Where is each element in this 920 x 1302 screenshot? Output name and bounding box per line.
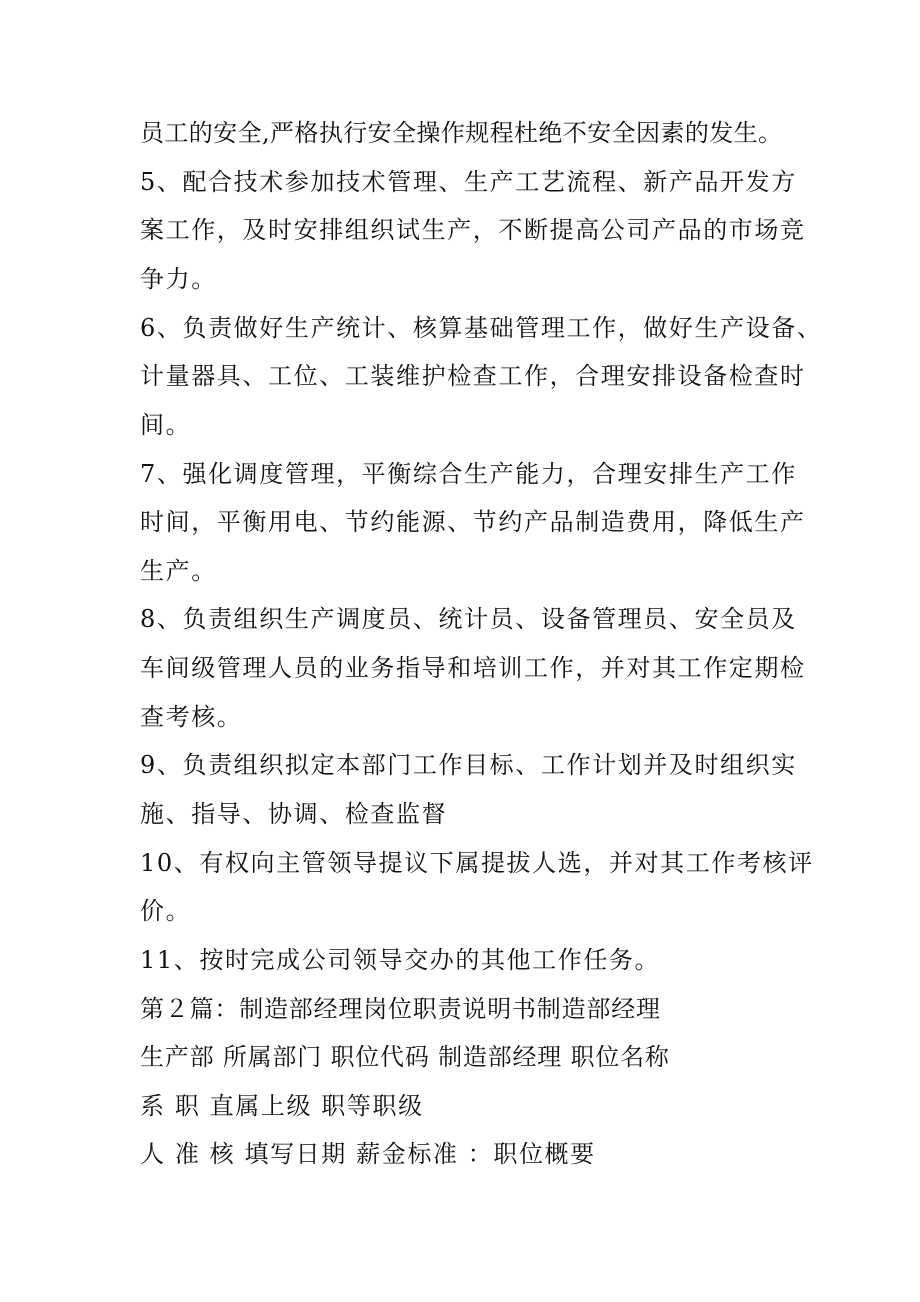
- text-line: 计量器具、工位、工装维护检查工作，合理安排设备检查时: [140, 362, 806, 390]
- text-line: 案工作，及时安排组织试生产，不断提高公司产品的市场竞: [140, 216, 806, 244]
- form-row: 系 职 直属上级 职等职级: [140, 1092, 424, 1120]
- section-heading: 第２篇：制造部经理岗位职责说明书制造部经理: [140, 995, 661, 1023]
- form-row: 生产部 所属部门 职位代码 制造部经理 职位名称: [140, 1043, 670, 1071]
- text-line: 5、配合技术参加技术管理、生产工艺流程、新产品开发方: [140, 168, 797, 196]
- text-line: 9、负责组织拟定本部门工作目标、工作计划并及时组织实: [140, 751, 797, 779]
- text-line: 查考核。: [140, 703, 243, 731]
- text-line: 争力。: [140, 265, 217, 293]
- form-row: 人 准 核 填写日期 薪金标准 ：职位概要: [140, 1140, 596, 1168]
- text-line: 时间，平衡用电、节约能源、节约产品制造费用，降低生产: [140, 508, 806, 536]
- text-line: 7、强化调度管理，平衡综合生产能力，合理安排生产工作: [140, 460, 797, 488]
- text-line: 员工的安全,严格执行安全操作规程杜绝不安全因素的发生。: [140, 119, 783, 147]
- text-line: 8、负责组织生产调度员、统计员、设备管理员、安全员及: [140, 605, 797, 633]
- text-line: 11、按时完成公司领导交办的其他工作任务。: [140, 946, 661, 974]
- text-line: 生产。: [140, 557, 217, 585]
- text-line: 6、负责做好生产统计、核算基础管理工作，做好生产设备、: [140, 314, 823, 342]
- text-line: 价。: [140, 897, 192, 925]
- text-line: 10、有权向主管领导提议下属提拔人选，并对其工作考核评: [140, 849, 814, 877]
- text-line: 车间级管理人员的业务指导和培训工作，并对其工作定期检: [140, 654, 806, 682]
- text-line: 施、指导、协调、检查监督: [140, 800, 448, 828]
- text-line: 间。: [140, 411, 192, 439]
